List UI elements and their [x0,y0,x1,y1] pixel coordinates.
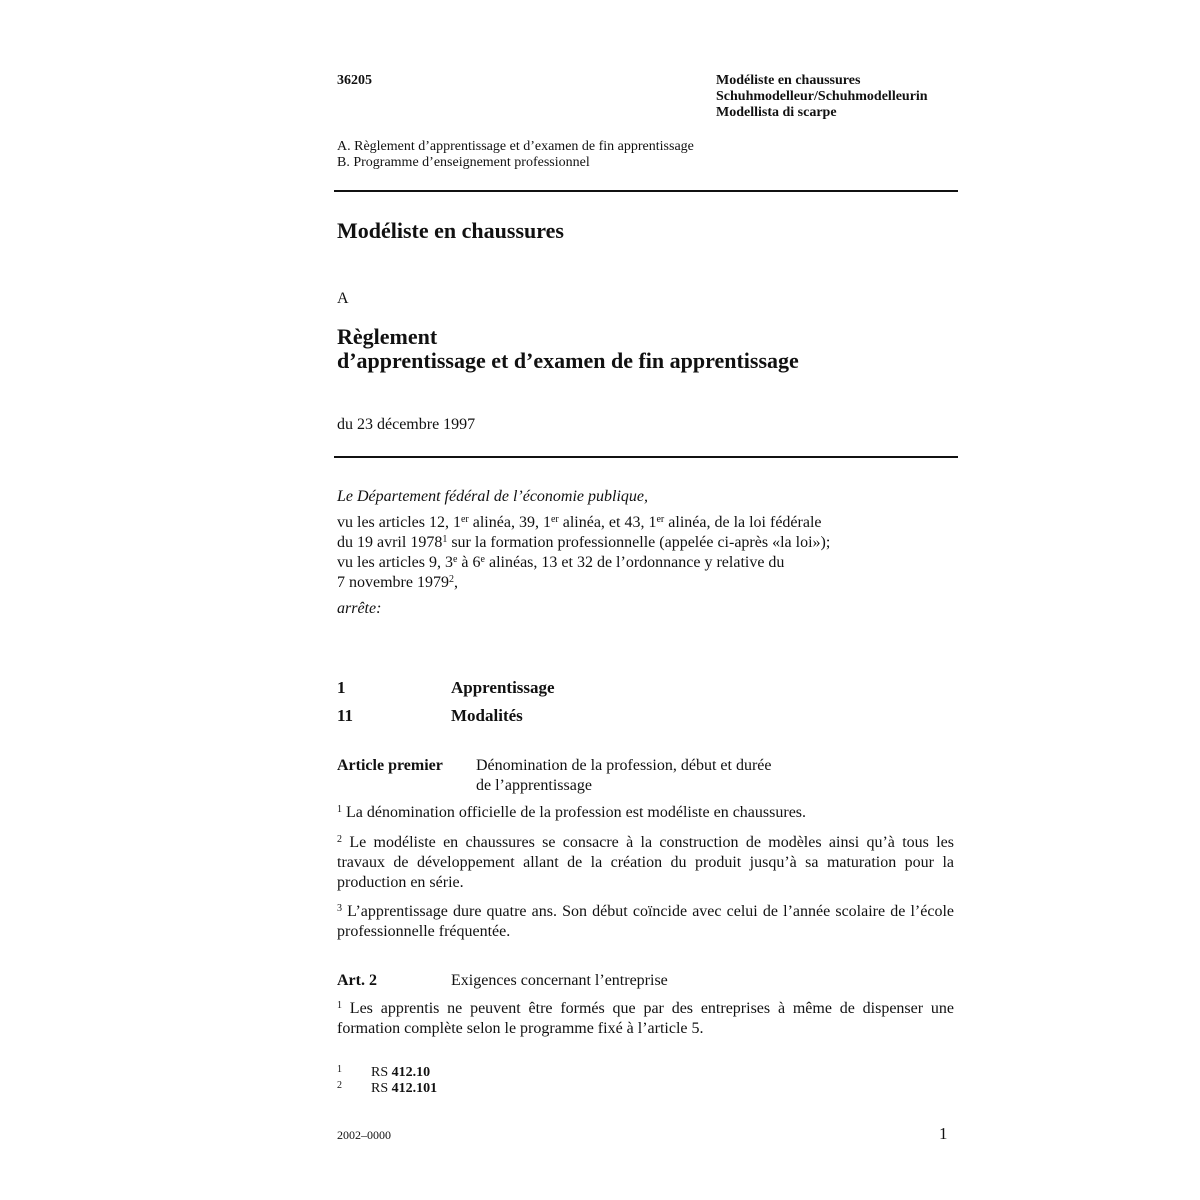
preamble-line-2: du 19 avril 1978$^1$ sur la formation professionnelle (appelée ci-après «la loi»); [337,534,831,551]
preamble [337,487,959,619]
footnote-ref-2[interactable]: 2 [448,574,454,585]
header-title-de: Schuhmodelleur/Schuhmodelleurin [716,89,928,104]
preamble-line-4: 7 novembre 1979$^2$, [337,574,458,591]
header-title-it: Modellista di scarpe [716,105,837,120]
article-2-paragraph-1: $^1$ Les apprentis ne peuvent être formés que par des entreprises à même de dispenser une formation complète selon le programme fixé à l’article 5. [337,1000,954,1037]
footer-code: 2002–0000 [337,1128,391,1142]
divider-top [334,190,958,192]
article-1-title-line1: Dénomination de la profession, début et durée [476,757,772,774]
article-1-label: Article premier [337,757,443,774]
article-1-title-line2: de l’apprentissage [476,777,592,794]
footnote-1-number: 1 [337,1064,342,1075]
parts-list [337,139,694,171]
footnote-2-number: 2 [337,1080,342,1091]
decree-line: arrête: [337,600,382,617]
header-title-fr: Modéliste en chaussures [716,73,861,88]
subsection-number: 11 [337,706,354,725]
subsection-title: Modalités [451,706,523,725]
page-number: 1 [939,1124,948,1143]
footnote-2-reference: 412.101 [391,1081,438,1096]
document-number: 36205 [337,73,372,88]
part-letter: A [337,290,349,307]
article-1-paragraph-2: $^2$ Le modéliste en chaussures se consacre à la construction de modèles ainsi qu’à tous les travaux de développement allant de la création du produit jusqu’à sa maturation pour la production en série. [337,834,954,891]
header-titles [716,73,928,121]
regulation-title-line2: d’apprentissage et d’examen de fin apprentissage [337,348,799,373]
article-2-title: Exigences concernant l’entreprise [451,972,668,989]
section-number: 1 [337,678,346,697]
section-title: Apprentissage [451,678,555,697]
footnote-ref-1[interactable]: 1 [442,534,448,545]
footnote-1-reference: 412.10 [391,1065,431,1080]
preamble-line-1: vu les articles 12, 1er alinéa, 39, 1er alinéa, et 43, 1er alinéa, de la loi fédérale [337,514,822,531]
part-b-item: B. Programme d’enseignement professionnel [337,155,590,170]
regulation-date: du 23 décembre 1997 [337,416,476,433]
authority-line: Le Département fédéral de l’économie publique, [337,488,649,505]
regulation-title-line1: Règlement [337,324,438,349]
document-page: 36205 Modéliste en chaussures Schuhmodelleur/Schuhmodelleurin Modellista di scarpe A. Règlement d’apprentissage et d’examen de fin apprentissage B. Programme d’enseignement professionnel Modéliste en chaussures A Règlement d’apprentissage et d’examen de fin apprentissage du 23 décembre 1997 Le Département fédéral de l’économie publique, vu les articles 12, 1er alinéa, 39, 1er alinéa, et 43, 1er alinéa, de la loi fédérale du 19 avril 1978$^1$ sur la formation professionnelle (appelée ci-après «la loi»); vu les articles 9, 3e à 6e alinéas, 13 et 32 de l’ordonnance y relative du 7 novembre 1979$^2$, arrête: 1 Apprentissage 11 Modalités Article premier Dénomination de la profession, début et durée de l’apprentissage $^1$ La dénomination officielle de la profession est modéliste en chaussures. $^2$ Le modéliste en chaussures se consacre à la construction de modèles ainsi qu’à tous les travaux de développement allant de la création du produit jusqu’à sa maturation pour la production en série. $^3$ L’apprentissage dure quatre ans. Son début coïncide avec celui de l’année scolaire de l’école professionnelle fréquentée. Art. 2 Exigences concernant l’entreprise $^1$ Les apprentis ne peuvent être formés que par des entreprises à même de dispenser une formation complète selon le programme fixé à l’article 5. 1 RS 412.10 2 RS 412.101 2002–0000 1 [337,0,959,1200]
part-a-item: A. Règlement d’apprentissage et d’examen de fin apprentissage [337,139,694,154]
preamble-line-3: vu les articles 9, 3e à 6e alinéas, 13 et 32 de l’ordonnance y relative du [337,554,785,571]
divider-bottom [334,456,958,458]
regulation-title [337,325,799,373]
page-title: Modéliste en chaussures [337,218,564,243]
article-2-label: Art. 2 [337,972,377,989]
article-1-paragraph-1: $^1$ La dénomination officielle de la profession est modéliste en chaussures. [337,804,807,821]
article-1-paragraph-3: $^3$ L’apprentissage dure quatre ans. Son début coïncide avec celui de l’année scolaire de l’école professionnelle fréquentée. [337,903,954,940]
